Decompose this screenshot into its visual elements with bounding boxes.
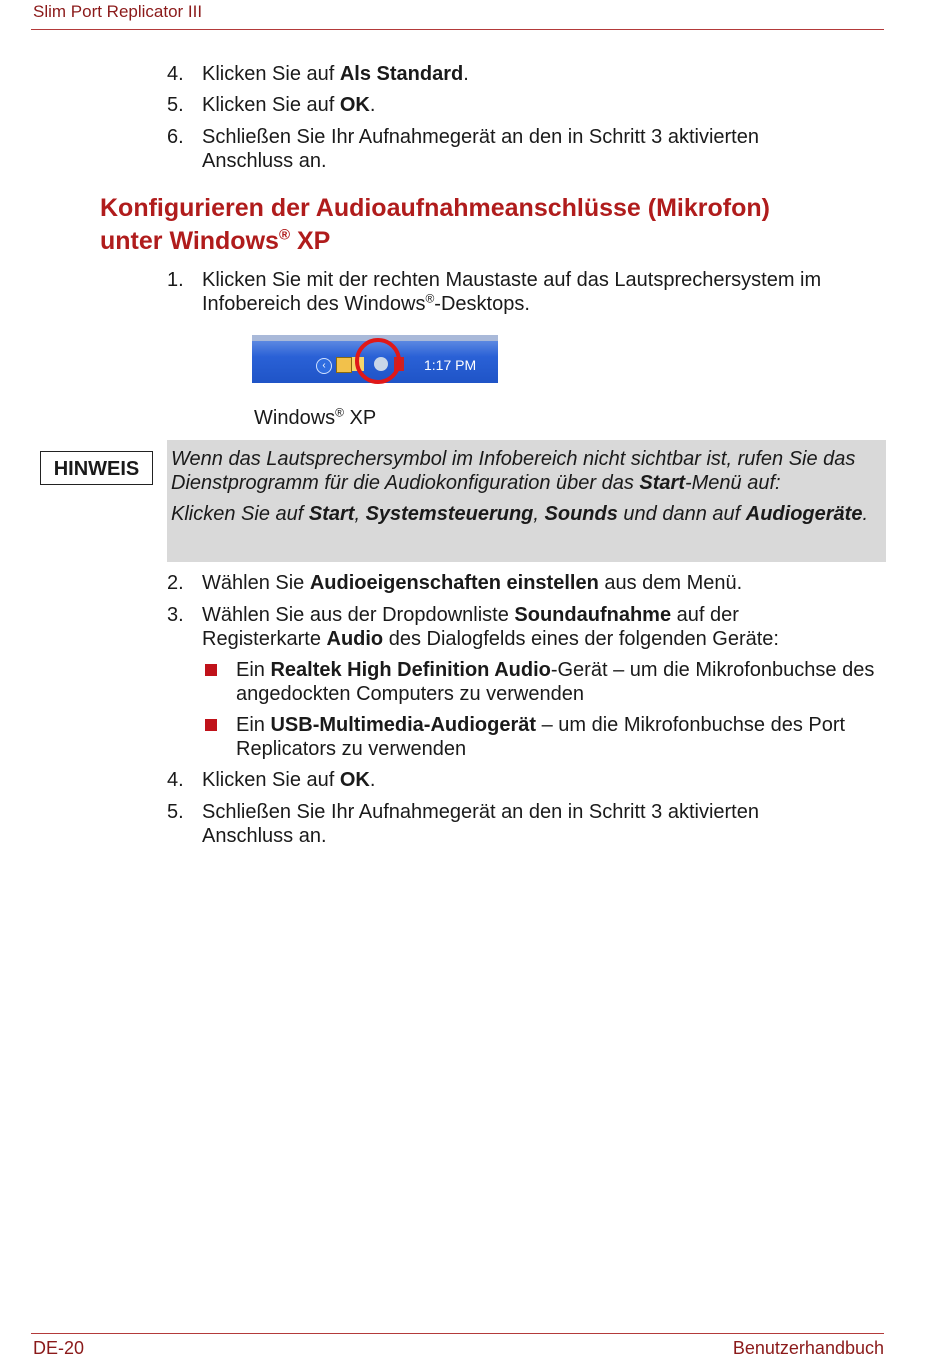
chevron-left-icon: ‹ xyxy=(316,358,332,374)
clock-app-icon xyxy=(336,357,352,373)
footer-title: Benutzerhandbuch xyxy=(732,1338,884,1358)
step-number: 1. xyxy=(167,269,184,291)
note-paragraph: Klicken Sie auf Start, Systemsteuerung, Sounds und dann auf Audiogeräte. xyxy=(171,503,869,525)
step-number: 2. xyxy=(167,572,184,594)
step-text: Schließen Sie Ihr Aufnahmegerät an den in Schritt 3 aktivierten Anschluss an. xyxy=(202,126,759,172)
bullet-marker xyxy=(205,664,217,676)
footer-rule xyxy=(31,1333,884,1334)
step-number: 5. xyxy=(167,801,184,823)
step-number: 4. xyxy=(167,769,184,791)
running-header: Slim Port Replicator III xyxy=(33,2,203,21)
header-rule xyxy=(31,29,884,30)
step-text: Klicken Sie auf OK. xyxy=(202,769,376,791)
step-number: 3. xyxy=(167,604,184,626)
figure-caption: Windows® XP xyxy=(254,405,377,429)
step-text: Klicken Sie mit der rechten Maustaste auf das Lautsprechersystem im Infobereich des Windows®-Desktops. xyxy=(202,269,822,315)
section-heading: Konfigurieren der Audioaufnahmeanschlüsse (Mikrofon) unter Windows® XP xyxy=(100,194,770,255)
step-text: Schließen Sie Ihr Aufnahmegerät an den in Schritt 3 aktivierten Anschluss an. xyxy=(202,801,759,847)
note-label: HINWEIS xyxy=(40,451,153,485)
step-text: Wählen Sie aus der Dropdownliste Soundaufnahme auf der Registerkarte Audio des Dialogfelds eines der folgenden Geräte: xyxy=(202,604,779,650)
tray-clock: 1:17 PM xyxy=(424,357,477,373)
step-text: Klicken Sie auf Als Standard. xyxy=(202,63,469,85)
page-number: DE-20 xyxy=(33,1338,85,1358)
note-box xyxy=(167,440,886,562)
step-text: Klicken Sie auf OK. xyxy=(202,94,376,116)
highlight-circle xyxy=(355,338,401,384)
step-number: 6. xyxy=(167,126,184,148)
bullet-marker xyxy=(205,719,217,731)
step-text: Wählen Sie Audioeigenschaften einstellen aus dem Menü. xyxy=(202,572,743,594)
step-number: 4. xyxy=(167,63,184,85)
bullet-text: Ein USB-Multimedia-Audiogerät – um die Mikrofonbuchse des Port Replicators zu verwenden xyxy=(236,714,846,760)
bullet-text: Ein Realtek High Definition Audio-Gerät – um die Mikrofonbuchse des angedockten Computers zu verwenden xyxy=(236,659,875,705)
step-number: 5. xyxy=(167,94,184,116)
note-paragraph: Wenn das Lautsprechersymbol im Infobereich nicht sichtbar ist, rufen Sie das Dienstprogramm für die Audiokonfiguration über das Start-Menü auf: xyxy=(171,448,856,494)
